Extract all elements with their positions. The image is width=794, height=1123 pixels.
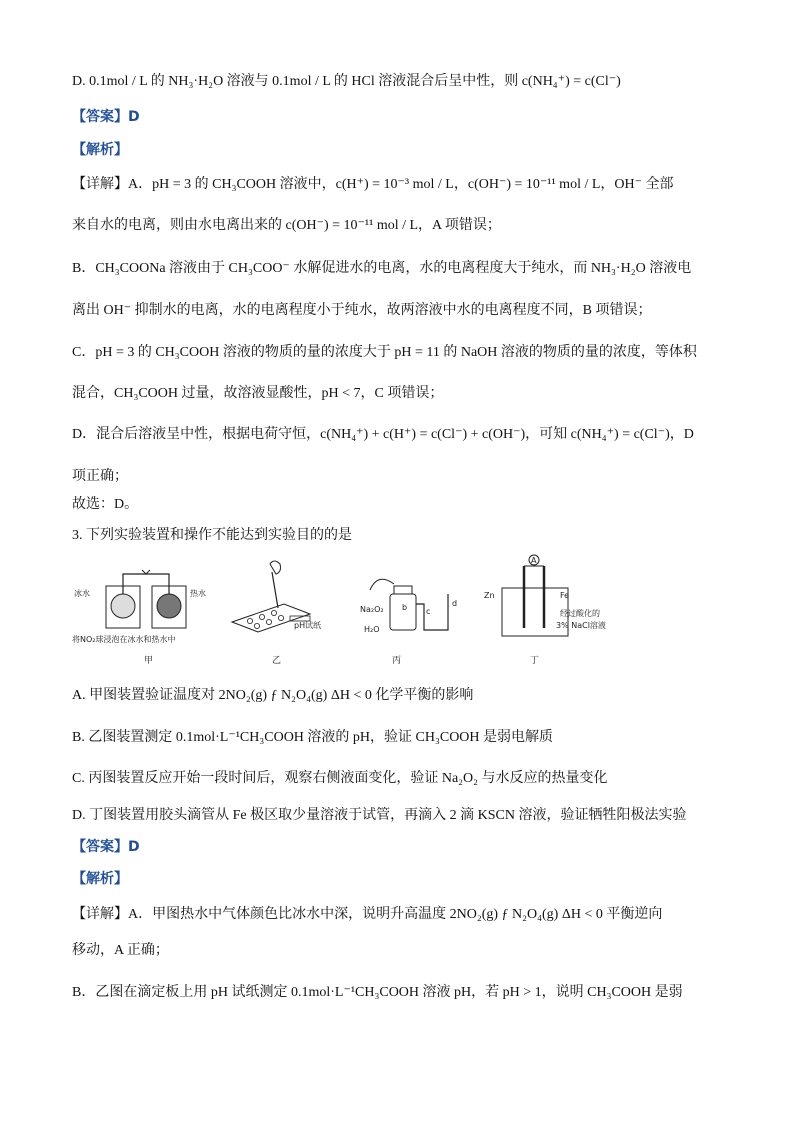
spot-well (247, 618, 252, 623)
analysis-label-q2: 【解析】 (72, 142, 128, 158)
detail-b-line1: B．CH₃COONa 溶液由于 CH₃COO⁻ 水解促进水的电离，水的电离程度大于纯水，而 NH₃·H₂O 溶液电 (72, 261, 692, 276)
label-ammeter: A (531, 556, 537, 565)
label-solution-2: 3% NaCl溶液 (556, 621, 606, 630)
detail-a-line1: 【详解】A．pH = 3 的 CH₃COOH 溶液中，c(H⁺) = 10⁻³ mol / L，c(OH⁻) = 10⁻¹¹ mol / L，OH⁻ 全部 (72, 177, 674, 192)
detail-d-line2: 项正确； (72, 469, 128, 484)
detail2-a-line1: 【详解】A．甲图热水中气体颜色比冰水中深，说明升高温度 2NO₂(g) ƒ N₂O₄(g) ΔH < 0 平衡逆向 (72, 907, 663, 922)
spot-well (254, 623, 259, 628)
question2-option-d: D. 0.1mol / L 的 NH₃·H₂O 溶液与 0.1mol / L 的 HCl 溶液混合后呈中性，则 c(NH₄⁺) = c(Cl⁻) (72, 74, 621, 89)
label-na2o2: Na₂O₂ (360, 605, 384, 614)
detail2-b-line1: B．乙图在滴定板上用 pH 试纸测定 0.1mol·L⁻¹CH₃COOH 溶液 pH，若 pH > 1，说明 CH₃COOH 是弱 (72, 985, 683, 1000)
detail-b-line2: 离出 OH⁻ 抑制水的电离，水的电离程度小于纯水，故两溶液中水的电离程度不同，B 项错误； (72, 303, 652, 318)
answer-label-q2: 【答案】D (72, 109, 140, 125)
figure-ding (484, 555, 606, 666)
question3-option-c: C. 丙图装置反应开始一段时间后，观察右侧液面变化，验证 Na₂O₂ 与水反应的热量变化 (72, 771, 608, 786)
spot-well (266, 619, 271, 624)
figure-ding-name: 丁 (530, 656, 540, 666)
stopper (394, 586, 412, 594)
figure-bing (360, 579, 457, 666)
apparatus-figures (72, 552, 672, 672)
spot-well (278, 615, 283, 620)
label-solution-1: 经过酸化的 (560, 609, 600, 618)
detail-c-line1: C．pH = 3 的 CH₃COOH 溶液的物质的量的浓度大于 pH = 11 的 NaOH 溶液的物质的量的浓度，等体积 (72, 345, 697, 360)
figure-bing-name: 丙 (392, 656, 402, 666)
detail-c-line2: 混合，CH₃COOH 过量，故溶液显酸性，pH < 7，C 项错误； (72, 386, 444, 401)
detail2-a-line2: 移动，A 正确； (72, 943, 169, 958)
label-c: c (426, 607, 431, 616)
label-d: d (452, 599, 458, 608)
no2-bulb-cold (111, 594, 135, 618)
answer-label-q3: 【答案】D (72, 839, 140, 855)
label-hot-water: 热水 (190, 589, 206, 598)
label-ice-water: 冰水 (74, 589, 90, 598)
apparatus-figure-svg (72, 552, 672, 672)
spot-well (259, 614, 264, 619)
u-tube (416, 594, 448, 630)
glass-rod (272, 572, 278, 608)
figure-jia (72, 570, 206, 666)
hand-icon (270, 561, 281, 574)
label-fe: Fe (560, 591, 570, 600)
detail-a-line2: 来自水的电离，则由水电离出来的 c(OH⁻) = 10⁻¹¹ mol / L，A 项错误； (72, 218, 501, 233)
figure-yi-name: 乙 (272, 656, 282, 666)
analysis-label-q3: 【解析】 (72, 871, 128, 887)
question3-option-d: D. 丁图装置用胶头滴管从 Fe 极区取少量溶液于试管，再滴入 2 滴 KSCN 溶液，验证牺牲阳极法实验 (72, 808, 687, 823)
label-b: b (402, 603, 408, 612)
question3-stem: 3. 下列实验装置和操作不能达到实验目的的是 (72, 528, 352, 543)
label-zn: Zn (484, 591, 495, 600)
figure-yi (232, 561, 321, 666)
label-ph-paper: pH试纸 (294, 621, 322, 630)
spot-well (271, 610, 276, 615)
label-jia-description: 将NO₂球浸泡在冰水和热水中 (72, 635, 176, 644)
detail-d-line1: D．混合后溶液呈中性，根据电荷守恒，c(NH₄⁺) + c(H⁺) = c(Cl⁻) + c(OH⁻)，可知 c(NH₄⁺) = c(Cl⁻)，D (72, 427, 694, 442)
conclusion-q2: 故选：D。 (72, 497, 139, 512)
question3-option-b: B. 乙图装置测定 0.1mol·L⁻¹CH₃COOH 溶液的 pH，验证 CH₃COOH 是弱电解质 (72, 730, 554, 745)
label-h2o: H₂O (364, 625, 380, 634)
question3-option-a: A. 甲图装置验证温度对 2NO₂(g) ƒ N₂O₄(g) ΔH < 0 化学平衡的影响 (72, 688, 474, 703)
flask (390, 594, 416, 630)
connecting-tube (123, 574, 169, 594)
dropping-funnel (370, 579, 394, 590)
figure-jia-name: 甲 (144, 656, 154, 666)
no2-bulb-hot (157, 594, 181, 618)
